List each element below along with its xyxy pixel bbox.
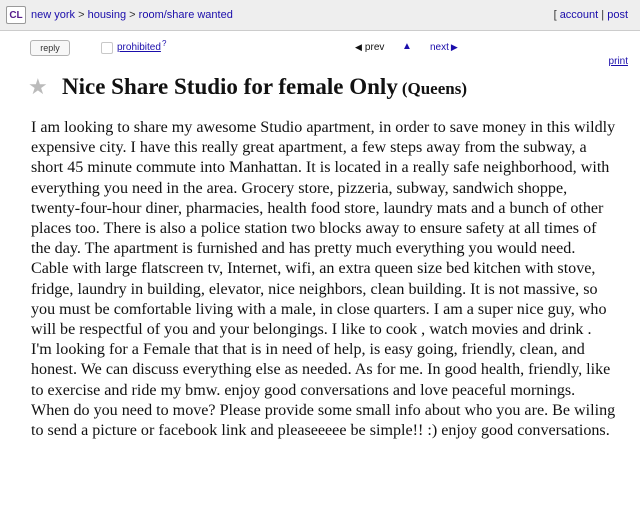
prev-button[interactable] — [355, 42, 384, 53]
next-label: next — [430, 42, 449, 53]
prev-label: prev — [364, 42, 385, 53]
top-bar — [0, 0, 640, 31]
post-body: I am looking to share my awesome Studio apartment, in order to save money in this wildly expensive city. I have this really great apartment, a few steps away from the subway, a short 45 minute commute into Manhattan. It is located in a really safe neighborhood, with everything you need in the area. Grocery store, pizzeria, subway, sandwich shoppe, twenty-four-hour diner, pharmacies, health food store, laundry mats and a bunch of other places too. There is also a police station two blocks away to ensure safety at all times of the day. The apartment is furnished and has pretty much everything you would need. Cable with large flatscreen tv, Internet, wifi, an extra queen size bed kitchen with stove, fridge, laundry in building, elevator, nice neighbors, clean building. It is not massive, so you must be comfortable living with a male, in close quarters. I am a super nice guy, who will be respectful of you and your belongings. I like to cook , watch movies and drink . I'm looking for a Female that that is in need of help, is easy going, friendly, clean, and honest. We can discuss everything else as needed. As for me. In good health, friendly, like to exercise and ride my bmw. enjoy good conversations and love peaceful mornings. When do you need to move? Please provide some small info about who you are. Be wiling to send a picture or facebook link and pleaseeeee be simple!! :) enjoy good conversations. — [31, 119, 616, 440]
star-icon[interactable]: ★ — [28, 74, 48, 99]
post-toolbar — [0, 38, 640, 58]
prohibited-checkbox[interactable] — [101, 42, 113, 54]
post-title-row — [28, 72, 628, 102]
breadcrumb-separator: > — [126, 9, 139, 21]
help-icon[interactable]: ? — [162, 39, 167, 48]
left-arrow-icon: ◀ — [355, 42, 362, 52]
next-button[interactable] — [430, 42, 458, 53]
prohibited-link[interactable]: prohibited — [117, 42, 161, 53]
breadcrumb-category-link[interactable]: room/share wanted — [138, 9, 233, 21]
breadcrumb-separator: > — [75, 9, 88, 21]
breadcrumb-section-link[interactable]: housing — [87, 9, 127, 21]
post-location: (Queens) — [401, 79, 467, 98]
breadcrumb — [31, 9, 233, 21]
post-title-text: Nice Share Studio for female Only — [62, 74, 398, 99]
right-arrow-icon: ▶ — [450, 42, 458, 52]
reply-button[interactable]: reply — [30, 40, 70, 56]
post-link[interactable]: post — [607, 9, 628, 21]
separator: | — [598, 9, 608, 21]
print-link[interactable]: print — [608, 56, 628, 67]
craigslist-logo[interactable]: CL — [6, 6, 26, 24]
post-title — [62, 74, 467, 100]
account-links — [554, 9, 628, 21]
breadcrumb-city-link[interactable]: new york — [31, 9, 76, 21]
bracket: [ — [553, 9, 560, 21]
account-link[interactable]: account — [559, 9, 599, 21]
up-arrow-icon[interactable]: ▲ — [402, 41, 412, 52]
